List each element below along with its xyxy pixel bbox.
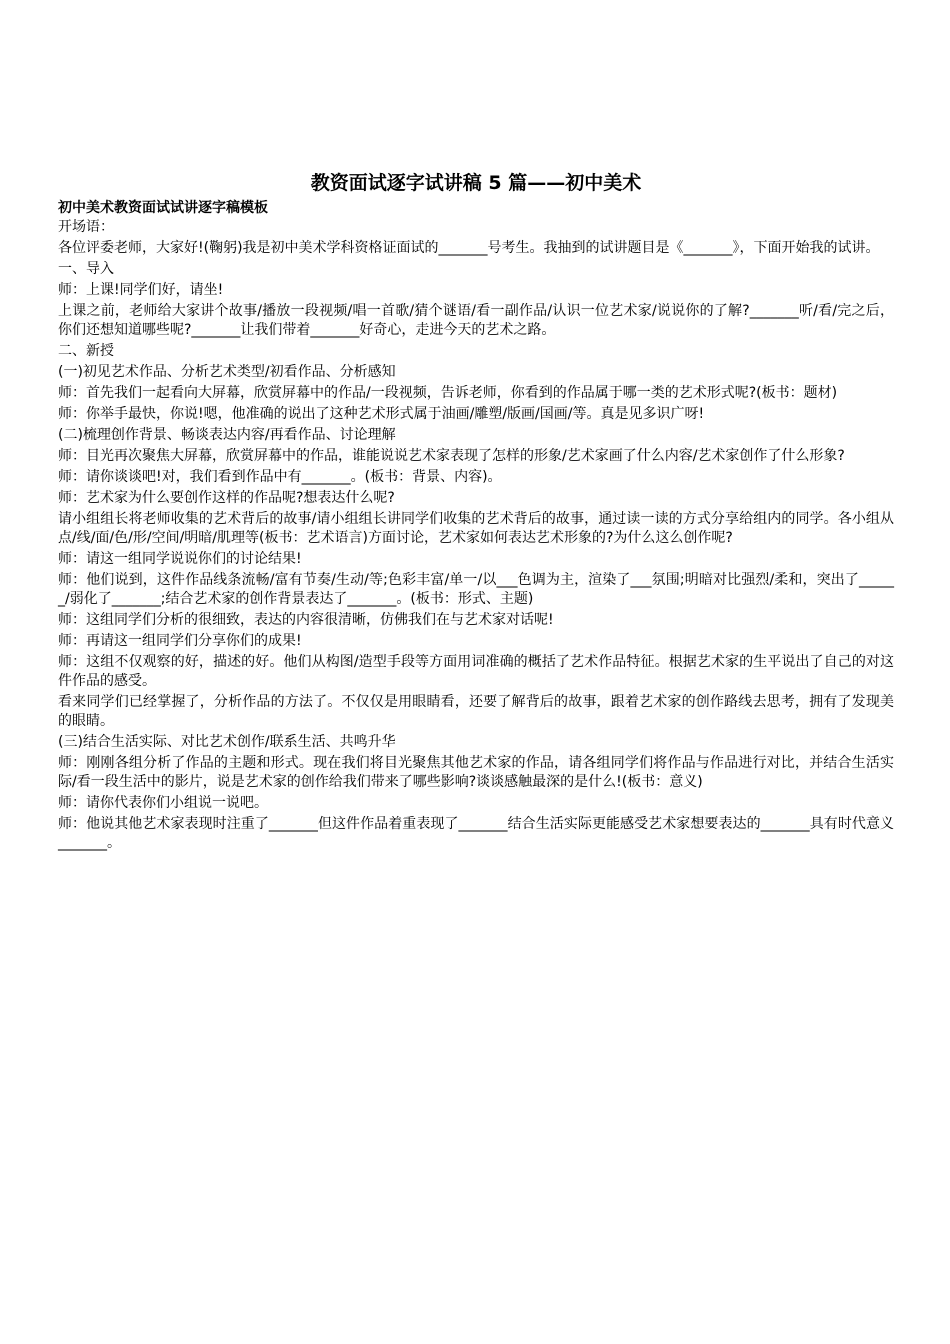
paragraph: 师：再请这一组同学们分享你们的成果! <box>58 633 302 649</box>
paragraph: 看来同学们已经掌握了，分析作品的方法了。不仅仅是用眼睛看，还要了解背后的故事，跟着艺术家的创作路线去思考，拥有了发现美的眼睛。 <box>58 694 894 729</box>
document-subtitle: 初中美术教资面试试讲逐字稿模板 <box>58 200 268 216</box>
paragraph: 师：上课!同学们好，请坐! <box>58 282 224 298</box>
subsection-heading-2: (二)梳理创作背景、畅谈表达内容/再看作品、讨论理解 <box>58 427 396 443</box>
paragraph: 师：你举手最快，你说!嗯，他准确的说出了这种艺术形式属于油画/雕塑/版画/国画/等。真是见多识广呀! <box>58 406 705 422</box>
paragraph: 师：这组同学们分析的很细致，表达的内容很清晰，仿佛我们在与艺术家对话呢! <box>58 612 554 628</box>
paragraph: 师：目光再次聚焦大屏幕，欣赏屏幕中的作品，谁能说说艺术家表现了怎样的形象/艺术家画了什么内容/艺术家创作了什么形象? <box>58 448 845 464</box>
paragraph-opening: 各位评委老师，大家好!(鞠躬)我是初中美术学科资格证面试的_______号考生。我抽到的试讲题目是《_______》，下面开始我的试讲。 <box>58 240 880 256</box>
paragraph: 师：请这一组同学说说你们的讨论结果! <box>58 551 302 567</box>
paragraph: 师：刚刚各组分析了作品的主题和形式。现在我们将目光聚焦其他艺术家的作品，请各组同学们将作品与作品进行对比，并结合生活实际/看一段生活中的影片，说是艺术家的创作给我们带来了哪些影响?谈谈感触最深的是什么!(板书：意义) <box>58 755 894 790</box>
paragraph: 师：请你代表你们小组说一说吧。 <box>58 795 268 811</box>
paragraph: 上课之前，老师给大家讲个故事/播放一段视频/唱一首歌/猜个谜语/看一副作品/认识一位艺术家/说说你的了解?_______听/看/完之后，你们还想知道哪些呢?_______让我们带着_______好奇心，走进今天的艺术之路。 <box>58 303 894 338</box>
paragraph: 请小组组长将老师收集的艺术背后的故事/请小组组长讲同学们收集的艺术背后的故事，通过读一读的方式分享给组内的同学。各小组从点/线/面/色/形/空间/明暗/肌理等(板书：艺术语言)方面讨论，艺术家如何表达艺术形象的?为什么这么创作呢? <box>58 511 894 546</box>
section-heading-intro: 一、导入 <box>58 261 114 277</box>
paragraph: 师：艺术家为什么要创作这样的作品呢?想表达什么呢? <box>58 490 395 506</box>
paragraph: 师：这组不仅观察的好，描述的好。他们从构图/造型手段等方面用词准确的概括了艺术作品特征。根据艺术家的生平说出了自己的对这件作品的感受。 <box>58 654 894 689</box>
document-title: 教资面试逐字试讲稿 5 篇——初中美术 <box>310 172 642 194</box>
subsection-heading-3: (三)结合生活实际、对比艺术创作/联系生活、共鸣升华 <box>58 734 396 750</box>
paragraph: 师：请你谈谈吧!对，我们看到作品中有_______。(板书：背景、内容)。 <box>58 469 502 485</box>
paragraph-opening-label: 开场语： <box>58 219 114 235</box>
paragraph: 师：他说其他艺术家表现时注重了_______但这件作品着重表现了_______结合生活实际更能感受艺术家想要表达的_______具有时代意义_______。 <box>58 816 894 851</box>
paragraph: 师：首先我们一起看向大屏幕，欣赏屏幕中的作品/一段视频，告诉老师，你看到的作品属于哪一类的艺术形式呢?(板书：题材) <box>58 385 838 401</box>
document-page <box>58 170 894 855</box>
paragraph: 师：他们说到，这件作品线条流畅/富有节奏/生动/等;色彩丰富/单一/以___色调为主，渲染了___氛围;明暗对比强烈/柔和，突出了______/弱化了_______;结合艺术家的创作背景表达了_______。(板书：形式、主题) <box>58 572 894 607</box>
subsection-heading-1: (一)初见艺术作品、分析艺术类型/初看作品、分析感知 <box>58 364 396 380</box>
section-heading-new: 二、新授 <box>58 343 114 359</box>
